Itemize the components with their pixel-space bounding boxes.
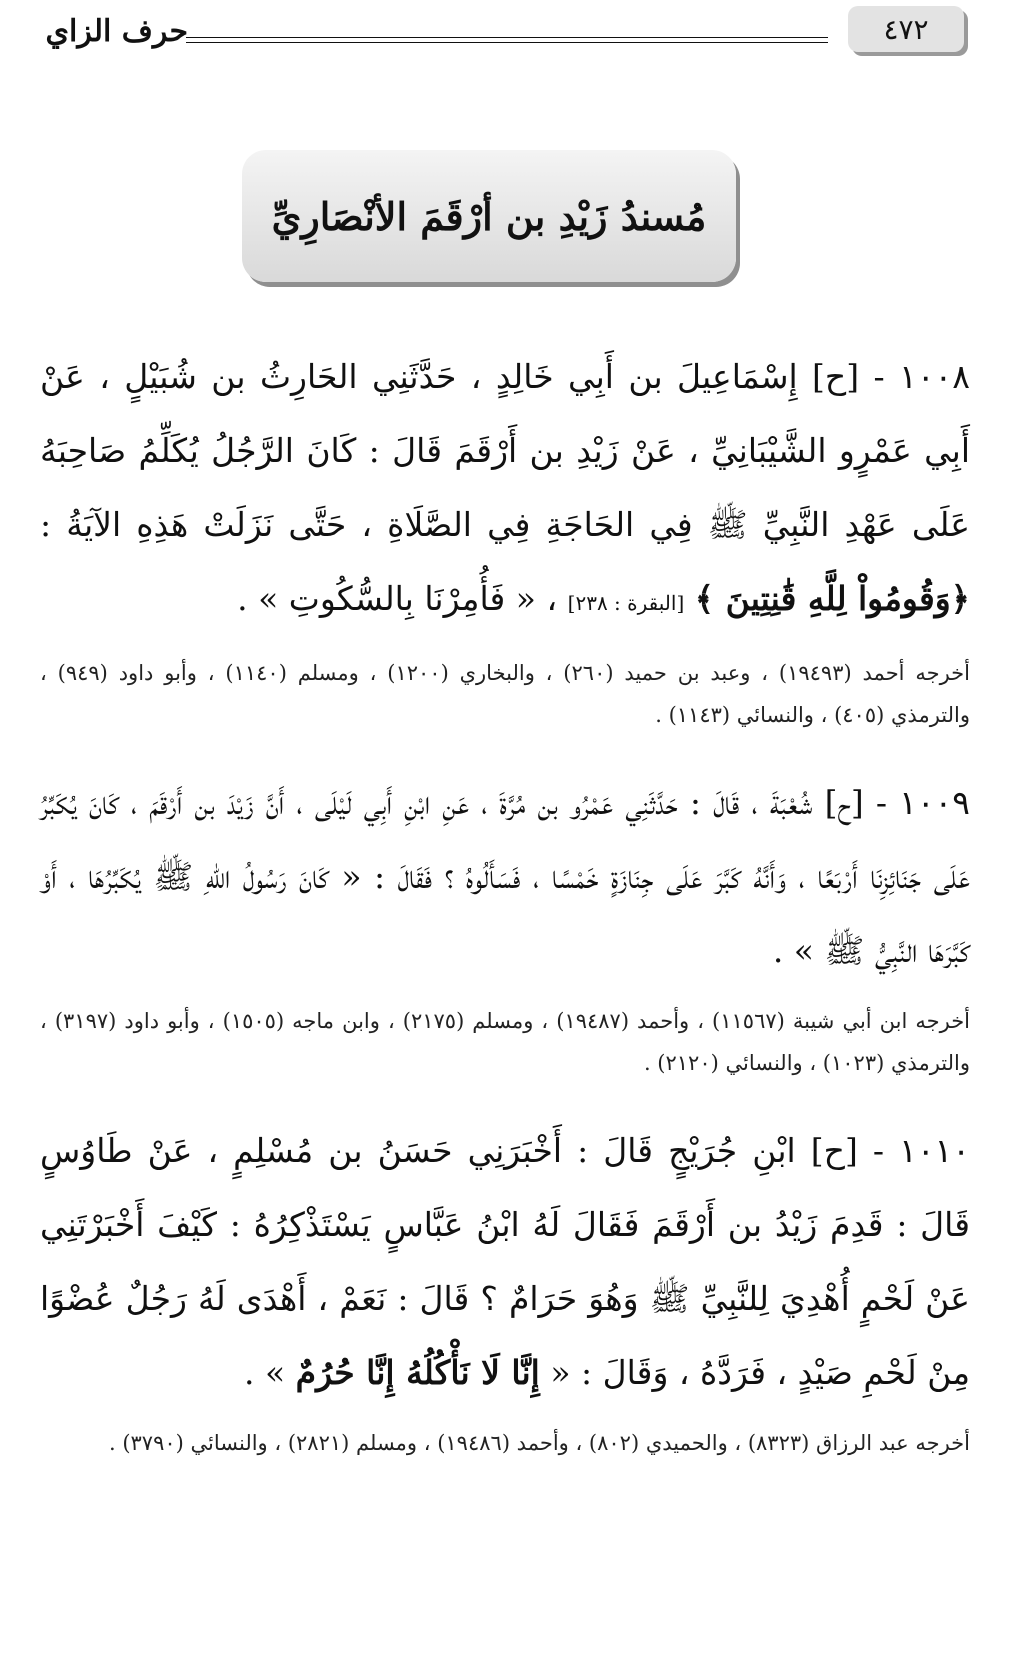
takhrij-note: أخرجه ابن أبي شيبة (١١٥٦٧) ، وأحمد (١٩٤٨٧) ، ومسلم (٢١٧٥) ، وابن ماجه (١٥٠٥) ، وأبو داود (٣١٩٧) ، والترمذي (١٠٢٣) ، والنسائي (٢١٢٠) . (40, 1009, 971, 1075)
hadith-number: ١٠٠٨ (899, 357, 970, 396)
hadith-text: - [ح] ابْنِ جُرَيْجٍ قَالَ : أَخْبَرَنِي حَسَنُ بن مُسْلِمٍ ، عَنْ طَاوُسٍ قَالَ : قَدِمَ زَيْدُ بن أَرْقَمَ فَقَالَ لَهُ ابْنُ عَبَّاسٍ يَسْتَذْكِرُهُ : كَيْفَ أَخْبَرْتَنِي عَنْ لَحْمٍ أُهْدِيَ لِلنَّبِيِّ ﷺ وَهُوَ حَرَامٌ ؟ قَالَ : نَعَمْ ، أَهْدَى لَهُ رَجُلٌ عُضْوًا مِنْ لَحْمِ صَيْدٍ ، فَرَدَّهُ ، وَقَالَ : « (40, 1131, 970, 1392)
page-body (40, 340, 970, 1494)
takhrij-note: أخرجه أحمد (١٩٤٩٣) ، وعبد بن حميد (٢٦٠) ، والبخاري (١٢٠٠) ، ومسلم (١١٤٠) ، وأبو داود (٩٤٩) ، والترمذي (٤٠٥) ، والنسائي (١١٤٣) . (40, 661, 971, 727)
header-rule (186, 42, 828, 43)
takhrij-note: أخرجه عبد الرزاق (٨٣٢٣) ، والحميدي (٨٠٢) ، وأحمد (١٩٤٨٦) ، ومسلم (٢٨٢١) ، والنسائي (٣٧٩٠) . (108, 1431, 970, 1455)
hadith-entry (40, 766, 970, 988)
hadith-number: ١٠١٠ (899, 1131, 970, 1170)
hadith-text: - [ح] إِسْمَاعِيلَ بن أَبِي خَالِدٍ ، حَدَّثَنِي الحَارِثُ بن شُبَيْلٍ ، عَنْ أَبِي عَمْرٍو الشَّيْبَانِيِّ ، عَنْ زَيْدِ بن أَرْقَمَ قَالَ : كَانَ الرَّجُلُ يُكَلِّمُ صَاحِبَهُ عَلَى عَهْدِ النَّبِيِّ ﷺ فِي الحَاجَةِ فِي الصَّلَاةِ ، حَتَّى نَزَلَتْ هَذِهِ الآيَةُ : (40, 357, 970, 544)
verse-reference: [البقرة : ٢٣٨] (567, 591, 685, 615)
hadith-entry (40, 340, 970, 640)
section-title: حرف الزاي (45, 14, 188, 49)
header-rule (186, 37, 828, 38)
quran-verse: ﴿وَقُومُواْ لِلَّهِ قَٰنِتِينَ ﴾ (694, 579, 970, 618)
hadith-entry (40, 1114, 970, 1410)
chapter-title: مُسندُ زَيْدِ بن أرْقَمَ الأنْصَارِيِّ (271, 193, 707, 239)
chapter-title-box (242, 150, 736, 282)
hadith-quote: إِنَّا لَا نَأْكُلُهُ إِنَّا حُرُمٌ (295, 1353, 540, 1392)
hadith-number: ١٠٠٩ (899, 783, 970, 822)
hadith-text: ، « فَأُمِرْنَا بِالسُّكُوتِ » . (237, 579, 558, 618)
page-number: ٤٧٢ (883, 12, 929, 46)
page-number-badge (848, 6, 964, 52)
page-header (0, 0, 1010, 70)
hadith-text: » . (243, 1353, 286, 1392)
hadith-text: - [ح] شُعْبَةَ ، قَالَ : حَدَّثَنِي عَمْرُو بن مُرَّةَ ، عَنِ ابْنِ أَبِي لَيْلَى ، أَنَّ زَيْدَ بن أَرْقَمَ ، كَانَ يُكَبِّرُ عَلَى جَنَائِزِنَا أَرْبَعًا ، وَأَنَّهُ كَبَّرَ عَلَى جِنَازَةٍ خَمْسًا ، فَسَأَلُوهُ ؟ فَقَالَ : « كَانَ رَسُولُ اللهِ ﷺ يُكَبِّرُهَا ، أَوْ كَبَّرَهَا النَّبِيُّ ﷺ » . (40, 783, 970, 970)
